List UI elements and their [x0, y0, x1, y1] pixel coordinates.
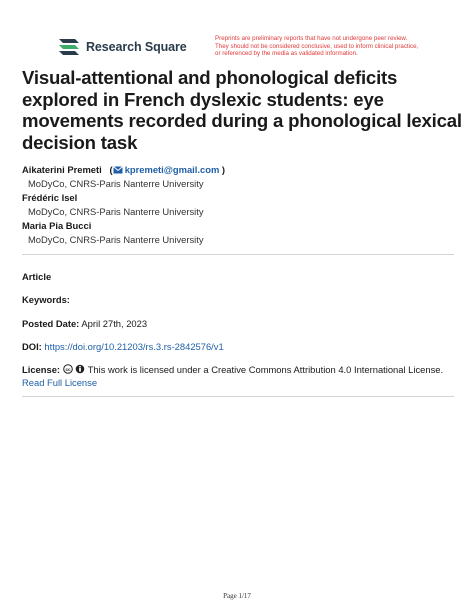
license-text: This work is licensed under a Creative Commons Attribution 4.0 International License.	[87, 364, 444, 375]
preprint-disclaimer	[215, 35, 445, 58]
keywords-row	[22, 293, 70, 306]
license-row	[22, 363, 454, 389]
page-number: Page 1/17	[223, 592, 251, 600]
posted-date-label: Posted Date:	[22, 318, 80, 329]
section-divider	[22, 396, 454, 397]
posted-date-value: April 27th, 2023	[81, 318, 148, 329]
article-type	[22, 270, 51, 283]
article-title: Visual-attentional and phonological deficits explored in French dyslexic students: eye movements recorded during a phonological lexical decision task	[22, 67, 462, 153]
author-name: Maria Pia Bucci	[22, 220, 92, 231]
author-affiliation: MoDyCo, CNRS-Paris Nanterre University	[28, 234, 204, 245]
page-header	[57, 35, 437, 63]
by-icon	[75, 364, 85, 374]
doi-link[interactable]: https://doi.org/10.21203/rs.3.rs-2842576/v1	[44, 341, 224, 352]
author-email-link[interactable]: kpremeti@gmail.com	[124, 164, 220, 175]
author-affiliation: MoDyCo, CNRS-Paris Nanterre University	[28, 206, 204, 217]
license-label: License:	[22, 364, 61, 375]
read-full-license-link[interactable]: Read Full License	[22, 377, 98, 388]
posted-date-row	[22, 317, 147, 330]
svg-text:cc: cc	[65, 367, 71, 372]
research-square-logo-icon	[57, 37, 81, 57]
research-square-logo[interactable]	[57, 37, 187, 57]
disclaimer-line: Preprints are preliminary reports that have not undergone peer review.	[215, 35, 408, 42]
envelope-icon	[113, 166, 123, 174]
author-entry	[22, 163, 452, 177]
article-type-label: Article	[22, 271, 52, 282]
keywords-label: Keywords:	[22, 294, 70, 305]
disclaimer-line: or referenced by the media as validated information.	[215, 50, 358, 58]
cc-icon	[63, 364, 73, 374]
author-email-group: ( kpremeti@gmail.com )	[104, 164, 226, 175]
doi-row	[22, 340, 224, 353]
author-affiliation: MoDyCo, CNRS-Paris Nanterre University	[28, 178, 204, 189]
doi-label: DOI:	[22, 341, 42, 352]
logo-text: Research Square	[86, 40, 187, 54]
author-list	[22, 163, 452, 247]
author-name: Frédéric Isel	[22, 192, 78, 203]
author-name: Aikaterini Premeti	[22, 164, 102, 175]
section-divider	[22, 254, 454, 255]
disclaimer-line: They should not be considered conclusive, used to inform clinical practice,	[215, 42, 419, 50]
